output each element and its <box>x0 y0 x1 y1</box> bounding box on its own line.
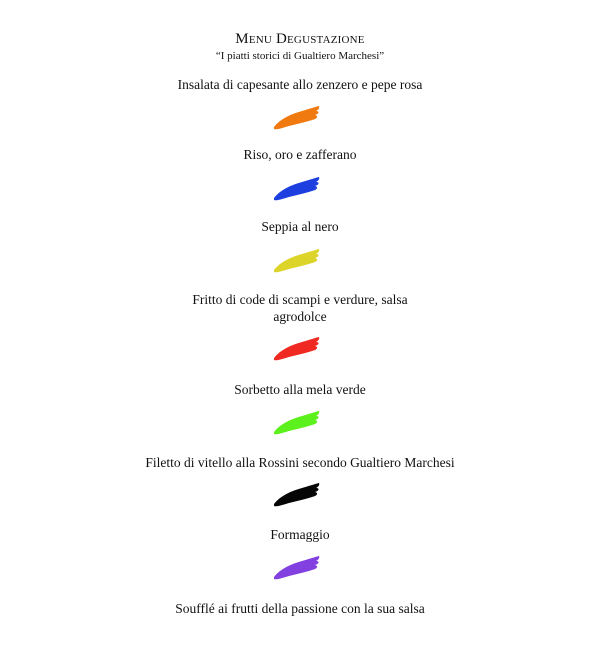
yellow-brush-stroke-icon <box>271 246 323 276</box>
blue-brush-stroke-icon <box>271 174 323 204</box>
orange-brush-stroke-icon <box>271 103 323 133</box>
menu-subtitle: “I piatti storici di Gualtiero Marchesi” <box>215 50 385 62</box>
course-item: Filetto di vitello alla Rossini secondo Gualtiero Marchesi <box>145 455 455 470</box>
course-item: Riso, oro e zafferano <box>243 147 357 162</box>
course-item: Seppia al nero <box>261 219 339 234</box>
course-item: Insalata di capesante allo zenzero e pepe rosa <box>177 77 423 92</box>
green-brush-stroke-icon <box>271 408 323 438</box>
black-brush-stroke-icon <box>271 480 323 510</box>
menu-header <box>0 30 600 63</box>
course-item: Soufflé ai frutti della passione con la sua salsa <box>175 601 425 616</box>
menu-title: Menu Degustazione <box>235 31 365 47</box>
course-item: Formaggio <box>270 527 330 542</box>
red-brush-stroke-icon <box>271 334 323 364</box>
course-item: Sorbetto alla mela verde <box>234 382 366 397</box>
course-name: Fritto di code di scampi e verdure, salsa agrodolce <box>192 292 408 324</box>
course-item <box>0 291 600 325</box>
purple-brush-stroke-icon <box>271 553 323 583</box>
